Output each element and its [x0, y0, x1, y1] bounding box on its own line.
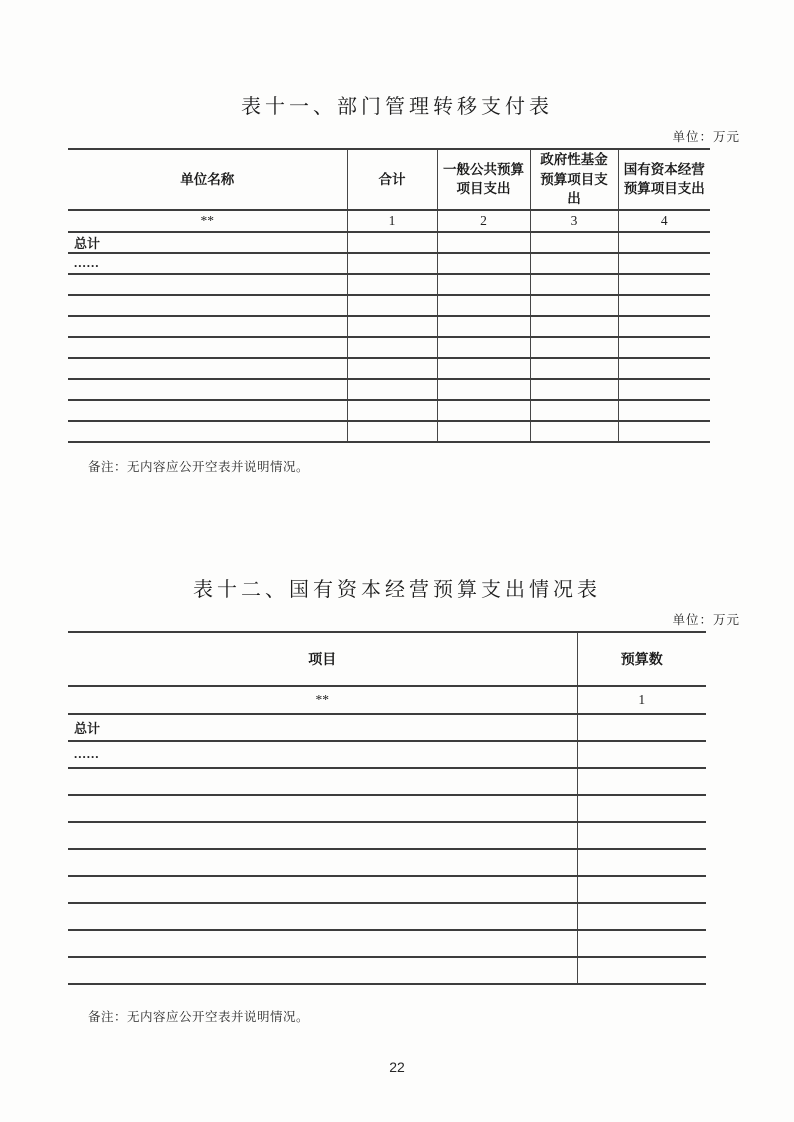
table11-code-cell: 3 [530, 210, 618, 232]
table12-cell [577, 795, 706, 822]
table11-header-cell: 合计 [347, 149, 437, 210]
table12-empty-row [68, 768, 706, 795]
table11-cell [68, 295, 347, 316]
table11-cell [530, 316, 618, 337]
table11-cell [530, 358, 618, 379]
table11-total-row [68, 232, 710, 253]
table11-cell [68, 400, 347, 421]
table12-code-row [68, 686, 706, 714]
table11-cell [437, 232, 530, 253]
page-number: 22 [389, 1058, 405, 1075]
table11-cell [68, 358, 347, 379]
table11-empty-row [68, 400, 710, 421]
table11 [68, 148, 710, 443]
table12-total-row [68, 714, 706, 741]
table12-cell [68, 822, 577, 849]
table11-cell [530, 232, 618, 253]
table11-cell [618, 316, 710, 337]
table11-header-cell: 一般公共预算项目支出 [437, 149, 530, 210]
table11-empty-row [68, 295, 710, 316]
table11-cell [618, 295, 710, 316]
table11-cell [530, 421, 618, 442]
table11-code-cell: 2 [437, 210, 530, 232]
table11-cell [347, 400, 437, 421]
table11-cell [347, 421, 437, 442]
table11-empty-row [68, 421, 710, 442]
table12-header-row [68, 632, 706, 686]
table11-cell [437, 379, 530, 400]
table12-cell [68, 768, 577, 795]
table11-code-cell: 1 [347, 210, 437, 232]
table11-cell [437, 400, 530, 421]
table12-cell: ...... [68, 741, 577, 768]
table11-cell [618, 400, 710, 421]
table12-ellipsis-row [68, 741, 706, 768]
table12-empty-row [68, 795, 706, 822]
table11-code-row [68, 210, 710, 232]
table11-cell [68, 337, 347, 358]
table11-cell [618, 253, 710, 274]
table11-header-cell: 政府性基金预算项目支出 [530, 149, 618, 210]
table12-cell [577, 903, 706, 930]
table12-cell [577, 822, 706, 849]
table12-cell [577, 957, 706, 984]
table11-cell [618, 379, 710, 400]
table12-code-cell: 1 [577, 686, 706, 714]
table11-cell [347, 379, 437, 400]
table11-cell [437, 421, 530, 442]
table11-cell [347, 358, 437, 379]
table11-empty-row [68, 358, 710, 379]
table11-cell [618, 232, 710, 253]
table11-cell [347, 274, 437, 295]
table11-header-cell: 国有资本经营预算项目支出 [618, 149, 710, 210]
table11-cell [530, 400, 618, 421]
table12-cell [577, 876, 706, 903]
table12-header-cell: 预算数 [577, 632, 706, 686]
table12-cell [577, 930, 706, 957]
table11-cell [530, 379, 618, 400]
table12-note: 备注：无内容应公开空表并说明情况。 [88, 1009, 310, 1024]
table12 [68, 631, 706, 985]
table12-empty-row [68, 957, 706, 984]
table11-header-cell: 单位名称 [68, 149, 347, 210]
table12-cell [577, 741, 706, 768]
table12-cell [577, 768, 706, 795]
table12-title: 表十二、国有资本经营预算支出情况表 [193, 578, 601, 601]
table12-code-cell: ** [68, 686, 577, 714]
table11-cell [437, 253, 530, 274]
table12-cell [68, 876, 577, 903]
table12-cell [577, 714, 706, 741]
table11-cell [68, 274, 347, 295]
table11-cell [618, 337, 710, 358]
table12-unit-label: 单位：万元 [672, 612, 740, 627]
table12-empty-row [68, 849, 706, 876]
table11-cell [530, 295, 618, 316]
table11-empty-row [68, 316, 710, 337]
table12-cell [68, 795, 577, 822]
table11-note: 备注：无内容应公开空表并说明情况。 [88, 459, 310, 474]
table12-empty-row [68, 903, 706, 930]
table11-cell [68, 316, 347, 337]
table11-cell [347, 232, 437, 253]
table11-cell [437, 358, 530, 379]
table11-cell [347, 253, 437, 274]
table11-empty-row [68, 337, 710, 358]
table12-cell [577, 849, 706, 876]
table12-empty-row [68, 876, 706, 903]
table11-cell [68, 379, 347, 400]
table11-ellipsis-row [68, 253, 710, 274]
table11-cell [618, 274, 710, 295]
table11-cell [618, 358, 710, 379]
table12-cell [68, 903, 577, 930]
table11-title: 表十一、部门管理转移支付表 [241, 96, 553, 118]
table12-cell [68, 849, 577, 876]
table11-cell [618, 421, 710, 442]
table12-empty-row [68, 822, 706, 849]
table11-empty-row [68, 274, 710, 295]
table11-empty-row [68, 379, 710, 400]
table11-header-row [68, 149, 710, 210]
table11-cell [530, 337, 618, 358]
table11-cell [437, 274, 530, 295]
table11-cell [347, 337, 437, 358]
table11-code-cell: 4 [618, 210, 710, 232]
table12-header-cell: 项目 [68, 632, 577, 686]
table11-cell [530, 253, 618, 274]
table12-empty-row [68, 930, 706, 957]
table11-cell [437, 337, 530, 358]
table12-cell [68, 930, 577, 957]
table11-cell [68, 421, 347, 442]
table12-cell [68, 957, 577, 984]
table12-cell: 总计 [68, 714, 577, 741]
table11-cell [437, 316, 530, 337]
table11-cell: ...... [68, 253, 347, 274]
table11-cell [530, 274, 618, 295]
table11-unit-label: 单位：万元 [672, 130, 740, 144]
table11-cell [347, 316, 437, 337]
table11-cell [347, 295, 437, 316]
table11-code-cell: ** [68, 210, 347, 232]
table11-cell [437, 295, 530, 316]
table11-cell: 总计 [68, 232, 347, 253]
